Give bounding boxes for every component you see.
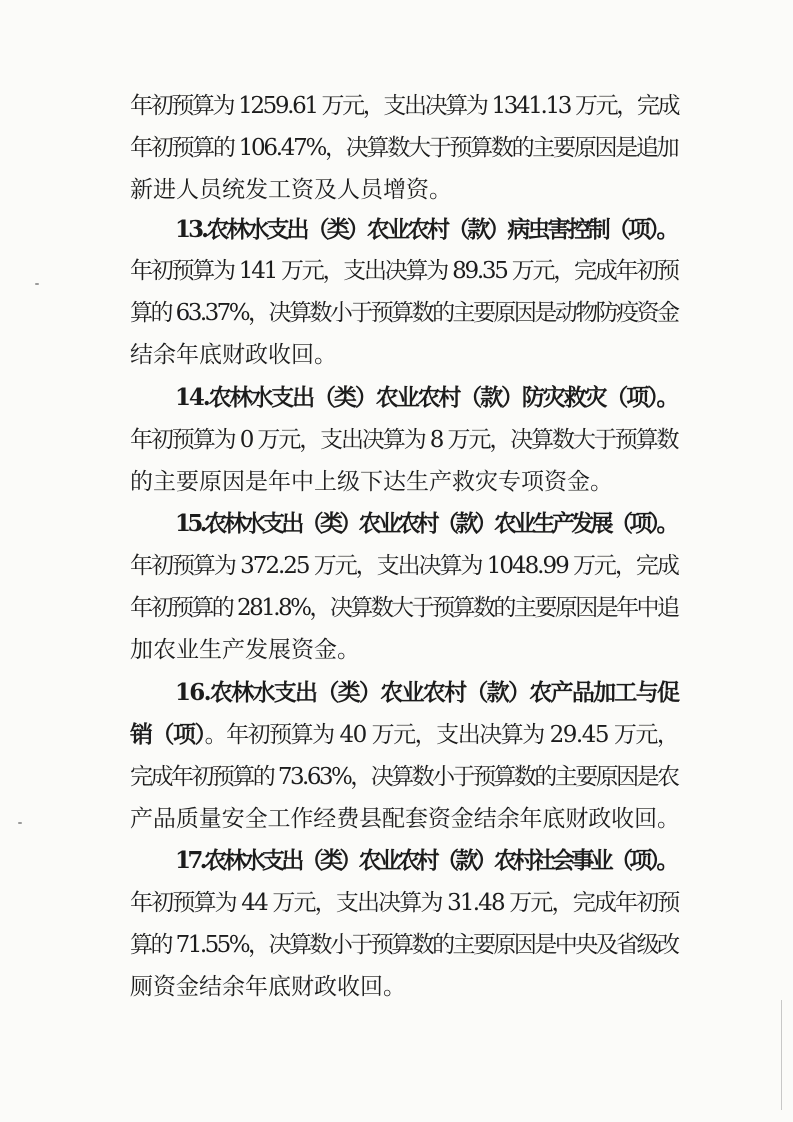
p17-line-3: 厕资金结余年底财政收回。 [130, 974, 406, 1000]
p15-line-3: 加农业生产发展资金。 [130, 637, 360, 663]
p14-heading: 14.农林水支出（类）农业农村（款）防灾救灾（项）。 [175, 384, 678, 411]
scan-speck [35, 283, 39, 285]
p16-line-1-text: 。年初预算为 40 万元，支出决算为 29.45 万元， [204, 722, 679, 748]
p17-heading: 17.农林水支出（类）农业农村（款）农村社会事业（项）。 [175, 847, 676, 874]
scan-edge-line [781, 1000, 782, 1110]
p16-line-3: 产品质量安全工作经费县配套资金结余年底财政收回。 [130, 806, 680, 832]
p17-line-1: 年初预算为 44 万元，支出决算为 31.48 万元，完成年初预 [130, 890, 679, 916]
p15-line-2: 年初预算的 281.8%，决算数大于预算数的主要原因是年中追 [130, 595, 678, 621]
p15-line-1: 年初预算为 372.25 万元，支出决算为 1048.99 万元，完成 [130, 553, 678, 579]
p15-heading: 15.农林水支出（类）农业农村（款）农业生产发展（项）。 [175, 510, 676, 537]
p17-line-2: 算的 71.55%，决算数小于预算数的主要原因是中央及省级改 [130, 932, 678, 958]
p13-line-3: 结余年底财政收回。 [130, 342, 337, 368]
p16-line-1 [130, 720, 678, 750]
p13-line-2: 算的 63.37%，决算数小于预算数的主要原因是动物防疫资金 [130, 300, 678, 326]
p16-heading: 16.农林水支出（类）农业农村（款）农产品加工与促 [175, 679, 679, 706]
p16-line-2: 完成年初预算的 73.63%，决算数小于预算数的主要原因是农 [130, 764, 678, 790]
p13-line-1: 年初预算为 141 万元，支出决算为 89.35 万元，完成年初预 [130, 258, 678, 284]
p14-line-1: 年初预算为 0 万元，支出决算为 8 万元，决算数大于预算数 [130, 427, 678, 453]
p16-heading-cont: 销（项） [130, 721, 205, 748]
p14-line-2: 的主要原因是年中上级下达生产救灾专项资金。 [130, 469, 613, 495]
p12-line-3: 新进人员统发工资及人员增资。 [130, 177, 452, 203]
scan-speck [18, 822, 22, 824]
p12-line-2: 年初预算的 106.47%，决算数大于预算数的主要原因是追加 [130, 135, 678, 161]
p12-line-1: 年初预算为 1259.61 万元，支出决算为 1341.13 万元，完成 [130, 93, 679, 119]
p13-heading: 13.农林水支出（类）农业农村（款）病虫害控制（项）。 [175, 216, 677, 243]
